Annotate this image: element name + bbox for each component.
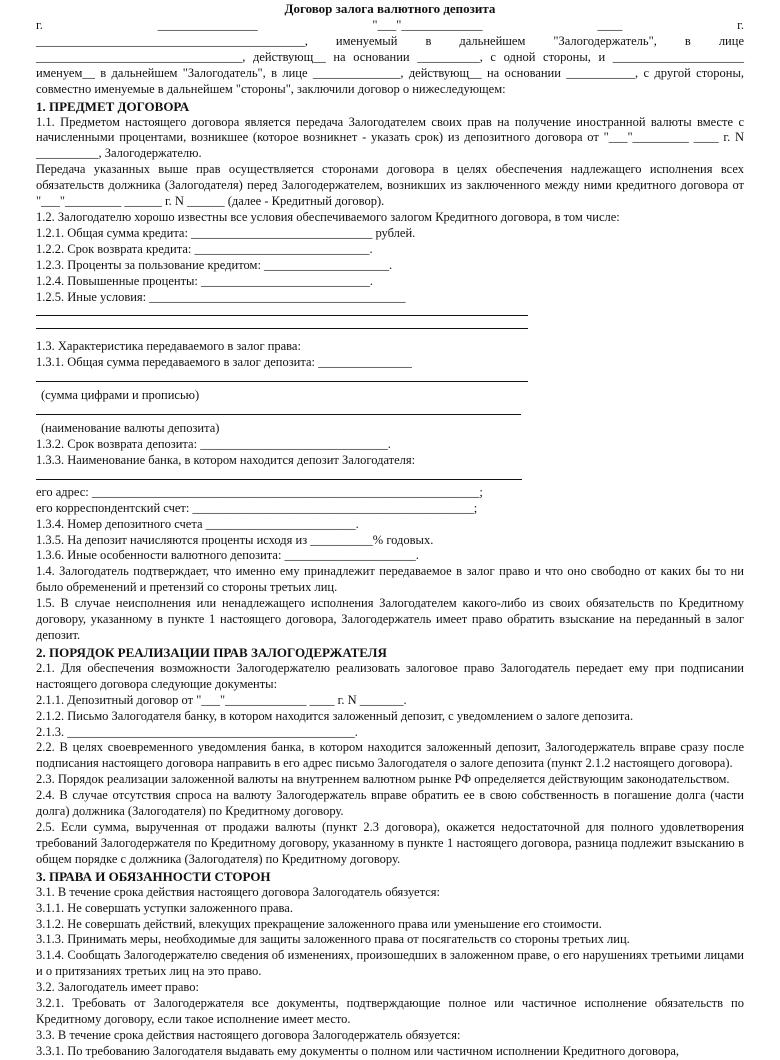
place-date-line: г. ________________ "___"_____________ ____ г. bbox=[36, 18, 744, 32]
clause-3-1: 3.1. В течение срока действия настоящего договора Залогодатель обязуется: bbox=[36, 884, 440, 899]
clause-2-4: 2.4. В случае отсутствия спроса на валюту Залогодержатель вправе обратить ее в свою собственность в погашение долга (части долга) должника (Залогодателя) по Кредитному договору. bbox=[36, 788, 744, 819]
pledgor-line: именуем__ в дальнейшем "Залогодатель", в лице ______________, действующ__ на основании ___________, с другой стороны, bbox=[36, 65, 744, 80]
clause-1-3: 1.3. Характеристика передаваемого в залог права: bbox=[36, 339, 301, 354]
clause-3-1-3: 3.1.3. Принимать меры, необходимые для защиты заложенного права от посягательств со стороны третьих лиц. bbox=[36, 932, 630, 947]
section-3-heading: 3. ПРАВА И ОБЯЗАННОСТИ СТОРОН bbox=[36, 868, 271, 884]
correspondent-account-line: его корреспондентский счет: _____________________________________________; bbox=[36, 500, 478, 515]
clause-1-1: 1.1. Предметом настоящего договора является передача Залогодателем своих прав на получение иностранной валюты вместе с начисленными процентами, возникшее (которое возникнет - указать срок) из депозитного договора от "___"_________ ____ г. N __________, Залогодержателю. bbox=[36, 114, 744, 161]
clause-1-3-2: 1.3.2. Срок возврата депозита: ______________________________. bbox=[36, 437, 391, 452]
blank-line bbox=[36, 305, 744, 318]
clause-1-2-1: 1.2.1. Общая сумма кредита: _____________________________ рублей. bbox=[36, 225, 416, 240]
caption-sum: (сумма цифрами и прописью) bbox=[41, 388, 200, 403]
clause-1-2-5: 1.2.5. Иные условия: _________________________________________ bbox=[36, 289, 406, 304]
parties-line: совместно именуемые в дальнейшем "стороны", заключили договор о нижеследующем: bbox=[36, 81, 506, 96]
transfer-paragraph: Передача указанных выше прав осуществляется сторонами договора в целях обеспечения надлежащего исполнения всех обязательств должника (Залогодателя) перед Залогодержателем, возникших из заключенного между ними кредитного договора от "___"_________ ______ г. N ______ (далее - Кредитный договор). bbox=[36, 162, 744, 209]
section-1-heading: 1. ПРЕДМЕТ ДОГОВОРА bbox=[36, 98, 190, 114]
section-2-heading: 2. ПОРЯДОК РЕАЛИЗАЦИИ ПРАВ ЗАЛОГОДЕРЖАТЕЛЯ bbox=[36, 644, 387, 660]
clause-1-3-1: 1.3.1. Общая сумма передаваемого в залог депозита: _______________ bbox=[36, 355, 412, 370]
clause-1-5: 1.5. В случае неисполнения или ненадлежащего исполнения Залогодателем какого-либо из своих обязательств по Кредитному договору, указанному в пункте 1 настоящего договора, Залогодержатель имеет право обратить взыскание на переданный в залог депозит. bbox=[36, 596, 744, 642]
clause-3-1-2: 3.1.2. Не совершать действий, влекущих прекращение заложенного права или уменьшение его стоимости. bbox=[36, 916, 602, 931]
blank-line bbox=[36, 404, 744, 417]
bank-address-line: его адрес: ______________________________________________________________; bbox=[36, 484, 483, 499]
pledgee-line: ___________________________________________, именуемый в дальнейшем "Залогодержатель", в лице bbox=[36, 33, 744, 48]
caption-currency: (наименование валюты депозита) bbox=[41, 421, 220, 436]
blank-line bbox=[36, 318, 744, 331]
clause-2-2: 2.2. В целях своевременного уведомления банка, в котором находится заложенный депозит, Залогодержатель вправе сразу после подписания настоящего договора направить в его адрес письмо Залогодателя о залоге депозита (пункт 2.1.2 настоящего договора). bbox=[36, 740, 744, 771]
clause-3-3-1: 3.3.1. По требованию Залогодателя выдавать ему документы о полном или частичном исполнении Кредитного договора, bbox=[36, 1043, 680, 1058]
clause-2-1-2: 2.1.2. Письмо Залогодателя банку, в котором находится заложенный депозит, с уведомлением о залоге депозита. bbox=[36, 708, 634, 723]
clause-3-3: 3.3. В течение срока действия настоящего договора Залогодержатель обязуется: bbox=[36, 1027, 461, 1042]
clause-1-3-5: 1.3.5. На депозит начисляются проценты исходя из __________% годовых. bbox=[36, 532, 434, 547]
clause-3-2-1: 3.2.1. Требовать от Залогодержателя все документы, подтверждающие полное или частичное исполнение обязательств по Кредитному договору, если такое исполнение имеет место. bbox=[36, 996, 744, 1026]
clause-1-2-2: 1.2.2. Срок возврата кредита: ____________________________. bbox=[36, 241, 373, 256]
clause-2-1-3: 2.1.3. ______________________________________________. bbox=[36, 724, 358, 739]
clause-1-3-6: 1.3.6. Иные особенности валютного депозита: _____________________. bbox=[36, 548, 419, 563]
basis-line: _________________________________, действующ__ на основании __________, с одной стороны, и _____________________ bbox=[36, 49, 744, 64]
clause-3-1-1: 3.1.1. Не совершать уступки заложенного права. bbox=[36, 900, 293, 915]
clause-2-1-1: 2.1.1. Депозитный договор от "___"_____________ ____ г. N _______. bbox=[36, 692, 407, 707]
document-title: Договор залога валютного депозита bbox=[284, 1, 496, 16]
clause-3-1-4: 3.1.4. Сообщать Залогодержателю сведения об изменениях, произошедших в заложенном праве, о его нарушениях третьими лицами и о притязаниях третьих лиц на это право. bbox=[36, 948, 744, 979]
clause-1-3-4: 1.3.4. Номер депозитного счета ________________________. bbox=[36, 516, 359, 531]
clause-2-3: 2.3. Порядок реализации заложенной валюты на внутреннем валютном рынке РФ определяется действующим законодательством. bbox=[36, 772, 730, 787]
clause-3-2: 3.2. Залогодатель имеет право: bbox=[36, 980, 199, 995]
clause-1-2-3: 1.2.3. Проценты за пользование кредитом: ____________________. bbox=[36, 257, 393, 272]
clause-2-1: 2.1. Для обеспечения возможности Залогодержателю реализовать залоговое право Залогодатель передает ему при подписании настоящего договора следующие документы: bbox=[36, 660, 744, 691]
blank-line bbox=[36, 469, 744, 482]
clause-1-2: 1.2. Залогодателю хорошо известны все условия обеспечиваемого залогом Кредитного договора, в том числе: bbox=[36, 209, 620, 224]
blank-line bbox=[36, 371, 744, 384]
clause-1-4: 1.4. Залогодатель подтверждает, что именно ему принадлежит передаваемое в залог право и что оно свободно от каких бы то ни было обременений и претензий со стороны третьих лиц. bbox=[36, 564, 744, 595]
clause-1-3-3: 1.3.3. Наименование банка, в котором находится депозит Залогодателя: bbox=[36, 452, 416, 467]
clause-1-2-4: 1.2.4. Повышенные проценты: ___________________________. bbox=[36, 273, 373, 288]
clause-2-5: 2.5. Если сумма, вырученная от продажи валюты (пункт 2.3 договора), окажется недостаточной для полного удовлетворения требований Залогодержателя по Кредитному договору, указанному в пункте 1 настоящего договора, разница подлежит взысканию в общем порядке с должника (Залогодателя) по Кредитному договору. bbox=[36, 819, 744, 866]
